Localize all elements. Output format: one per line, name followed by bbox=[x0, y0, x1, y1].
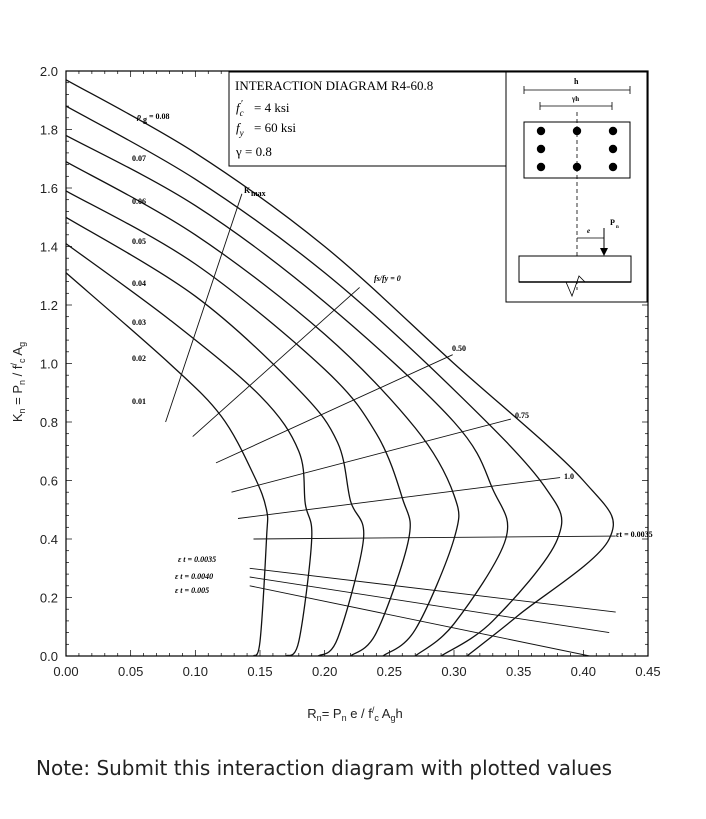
y-tick-label: 1.0 bbox=[39, 356, 58, 372]
rho-curve bbox=[66, 135, 508, 656]
x-tick-labels bbox=[53, 664, 660, 679]
rho-label-005: 0.05 bbox=[132, 237, 146, 246]
x-axis-title-text: $R_n= P_n$ e / $f^/_c$ $A_gh$ bbox=[307, 705, 403, 723]
fsfy-label-0: fs/fy = 0 bbox=[374, 274, 401, 283]
y-tick-label: 0.4 bbox=[39, 532, 58, 547]
rho-label-003: 0.03 bbox=[132, 318, 146, 327]
rho-curve bbox=[66, 217, 364, 656]
y-tick-label: 1.2 bbox=[39, 298, 58, 313]
param-gamma: γ = 0.8 bbox=[236, 144, 272, 159]
inset-label-h: h bbox=[574, 77, 579, 86]
y-tick-label: 0.0 bbox=[39, 649, 58, 664]
fsfy-label-075: 1.0 bbox=[564, 472, 574, 481]
x-tick-label: 0.40 bbox=[570, 664, 596, 679]
x-tick-label: 0.35 bbox=[506, 664, 532, 679]
param-fy-symbol: $f_y$ bbox=[236, 120, 244, 138]
inset-label-p: P bbox=[610, 218, 615, 227]
kmax-label bbox=[244, 186, 266, 198]
strain-label-0050: ε t = 0.005 bbox=[175, 586, 210, 595]
strain-label-0040: ε t = 0.0040 bbox=[175, 572, 214, 581]
x-tick-label: 0.15 bbox=[247, 664, 273, 679]
y-tick-label: 0.2 bbox=[39, 590, 58, 606]
x-tick-label: 0.30 bbox=[441, 664, 467, 679]
rho-label-002: 0.02 bbox=[132, 354, 146, 363]
rho-label-001: 0.01 bbox=[132, 397, 146, 406]
rho-label-006: 0.06 bbox=[132, 197, 146, 206]
guide-line bbox=[216, 355, 453, 463]
y-tick-label: 0.8 bbox=[39, 415, 58, 430]
guide-line bbox=[238, 478, 560, 519]
inset-column-elevation bbox=[519, 256, 631, 282]
rho-label-004: 0.04 bbox=[132, 279, 146, 288]
rho-curve bbox=[66, 106, 562, 656]
fsfy-label-10: εt = 0.0035 bbox=[616, 530, 653, 539]
x-axis-title bbox=[307, 705, 402, 723]
y-axis-title bbox=[9, 342, 27, 422]
y-tick-label: 1.8 bbox=[39, 122, 58, 138]
chart-title: INTERACTION DIAGRAM R4-60.8 bbox=[235, 78, 434, 93]
fsfy-label-025: 0.50 bbox=[452, 344, 466, 353]
column-section-inset bbox=[506, 72, 647, 302]
stress-ratio-labels bbox=[374, 274, 653, 539]
x-tick-label: 0.05 bbox=[118, 664, 144, 679]
y-tick-labels bbox=[40, 64, 58, 664]
submission-note: Note: Submit this interaction diagram with plotted values bbox=[36, 756, 613, 780]
rho-curve bbox=[66, 162, 459, 656]
inset-label-p-sub: n bbox=[616, 225, 619, 230]
y-tick-label: 1.6 bbox=[39, 181, 58, 196]
fsfy-label-050: 0.75 bbox=[515, 411, 529, 420]
strain-labels bbox=[175, 555, 216, 595]
rho-label-symbol: ρ bbox=[137, 112, 142, 121]
rho-curve bbox=[66, 191, 410, 656]
guide-line bbox=[254, 536, 616, 539]
y-axis-title-text: $K_n = P_n / f^/_c$ $A_g$ bbox=[9, 341, 27, 423]
parameter-box bbox=[229, 72, 506, 166]
x-tick-label: 0.00 bbox=[53, 664, 79, 679]
inset-label-e: e bbox=[587, 227, 591, 235]
guide-line bbox=[250, 586, 590, 656]
y-tick-label: 2.0 bbox=[39, 64, 58, 79]
rho-label-sub: g bbox=[143, 115, 147, 124]
x-tick-label: 0.20 bbox=[312, 664, 338, 679]
x-tick-label: 0.10 bbox=[182, 664, 208, 679]
strain-label-0035: ε t = 0.0035 bbox=[178, 555, 217, 564]
kmax-label-k: K bbox=[244, 186, 251, 195]
param-fy: = 60 ksi bbox=[254, 120, 297, 135]
param-fc-prime: ′ bbox=[241, 99, 244, 110]
guide-line bbox=[232, 419, 511, 492]
rho-label-007: 0.07 bbox=[132, 154, 146, 163]
y-tick-label: 1.4 bbox=[39, 239, 58, 255]
y-tick-label: 0.6 bbox=[39, 473, 58, 489]
guide-line bbox=[166, 194, 242, 422]
rho-label-value: = 0.08 bbox=[149, 112, 170, 121]
x-tick-label: 0.25 bbox=[376, 664, 402, 679]
param-fc-symbol: $f_c$ bbox=[236, 100, 244, 118]
inset-label-gh: γh bbox=[572, 95, 580, 103]
kmax-label-sub: max bbox=[251, 189, 266, 198]
param-fc: = 4 ksi bbox=[254, 100, 290, 115]
x-tick-label: 0.45 bbox=[635, 664, 661, 679]
